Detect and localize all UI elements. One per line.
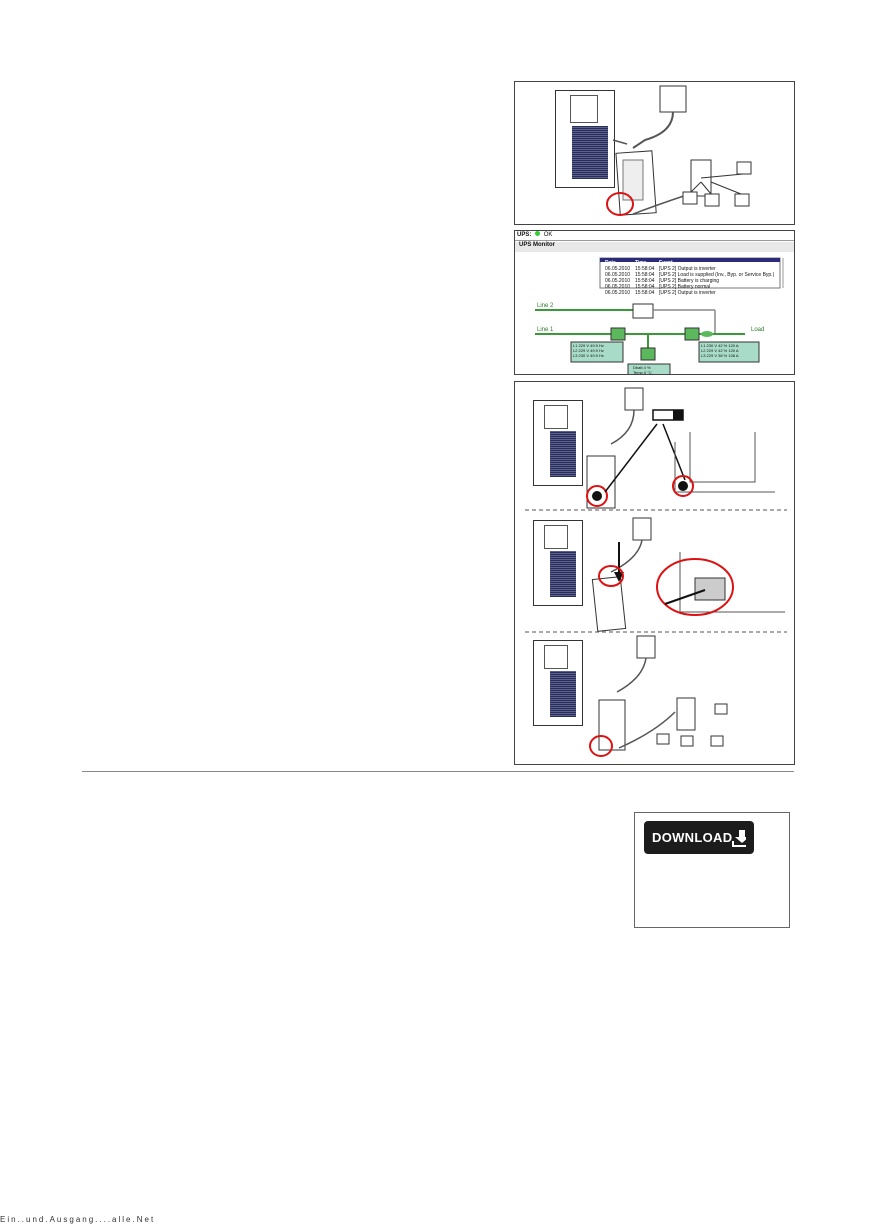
download-label: DOWNLOAD — [652, 830, 733, 845]
log-row: 06.05.2010 15:58:04 [UPS 2] Load is supplied (Inv., Byp. or Service Byp.) — [605, 272, 775, 278]
connection-diagram — [515, 82, 795, 225]
figure-ups-network-connection — [514, 81, 795, 225]
output-table: L1 230 V 42 % 120 A L2 229 V 42 % 120 A L3 229 V 38 % 108 A — [701, 343, 739, 358]
download-button[interactable] — [644, 821, 754, 854]
figure-installation-steps — [514, 381, 795, 765]
footer-text: Ein..und.Ausgang....alle.Net — [0, 1215, 156, 1224]
log-row: 06.05.2010 15:58:04 [UPS 2] Battery is charging — [605, 278, 720, 284]
log-row: 06.05.2010 15:58:04 [UPS 2] Output is inverter — [605, 290, 716, 296]
figure-ups-monitor-screen: UPS: OK UPS Monitor Date Time Event 06.05.2010 15:58:04 [UPS 2] Output is inverter 06.05.2010 15:58:04 [UPS 2] Load is supplied (Inv., Byp. or Service Byp.) 06.05.2010 15:58:04 [UPS 2] Battery is charging 06.05.2010 15:58:04 [UPS 2] Battery normal 06.05.2010 15:58:04 [UPS 2] Output is inverter Line 2 Line 1 Load L1 229 V 49.9 Hz L2 229 V 49.9 Hz L3 230 V 49.9 Hz L1 230 V 42 % 120 A L2 229 V 42 % 120 A L3 229 V 38 % 108 A Dbatt 4 % Temp 0 °C — [514, 230, 795, 375]
status-bar: UPS: OK — [515, 231, 794, 241]
monitor-title: UPS Monitor — [515, 242, 794, 252]
log-row: 06.05.2010 15:58:04 [UPS 2] Battery normal — [605, 284, 711, 290]
installation-diagram — [515, 382, 795, 765]
battery-table: Dbatt 4 % Temp 0 °C — [633, 365, 652, 375]
download-arrow-icon — [732, 829, 746, 847]
log-row: 06.05.2010 15:58:04 [UPS 2] Output is inverter — [605, 266, 716, 272]
line1-label: Line 1 — [537, 327, 554, 333]
status-ok-dot — [535, 231, 540, 236]
line2-label: Line 2 — [537, 303, 554, 309]
load-label: Load — [751, 327, 765, 333]
section-divider — [82, 771, 794, 772]
input-table: L1 229 V 49.9 Hz L2 229 V 49.9 Hz L3 230 V 49.9 Hz — [573, 343, 604, 358]
